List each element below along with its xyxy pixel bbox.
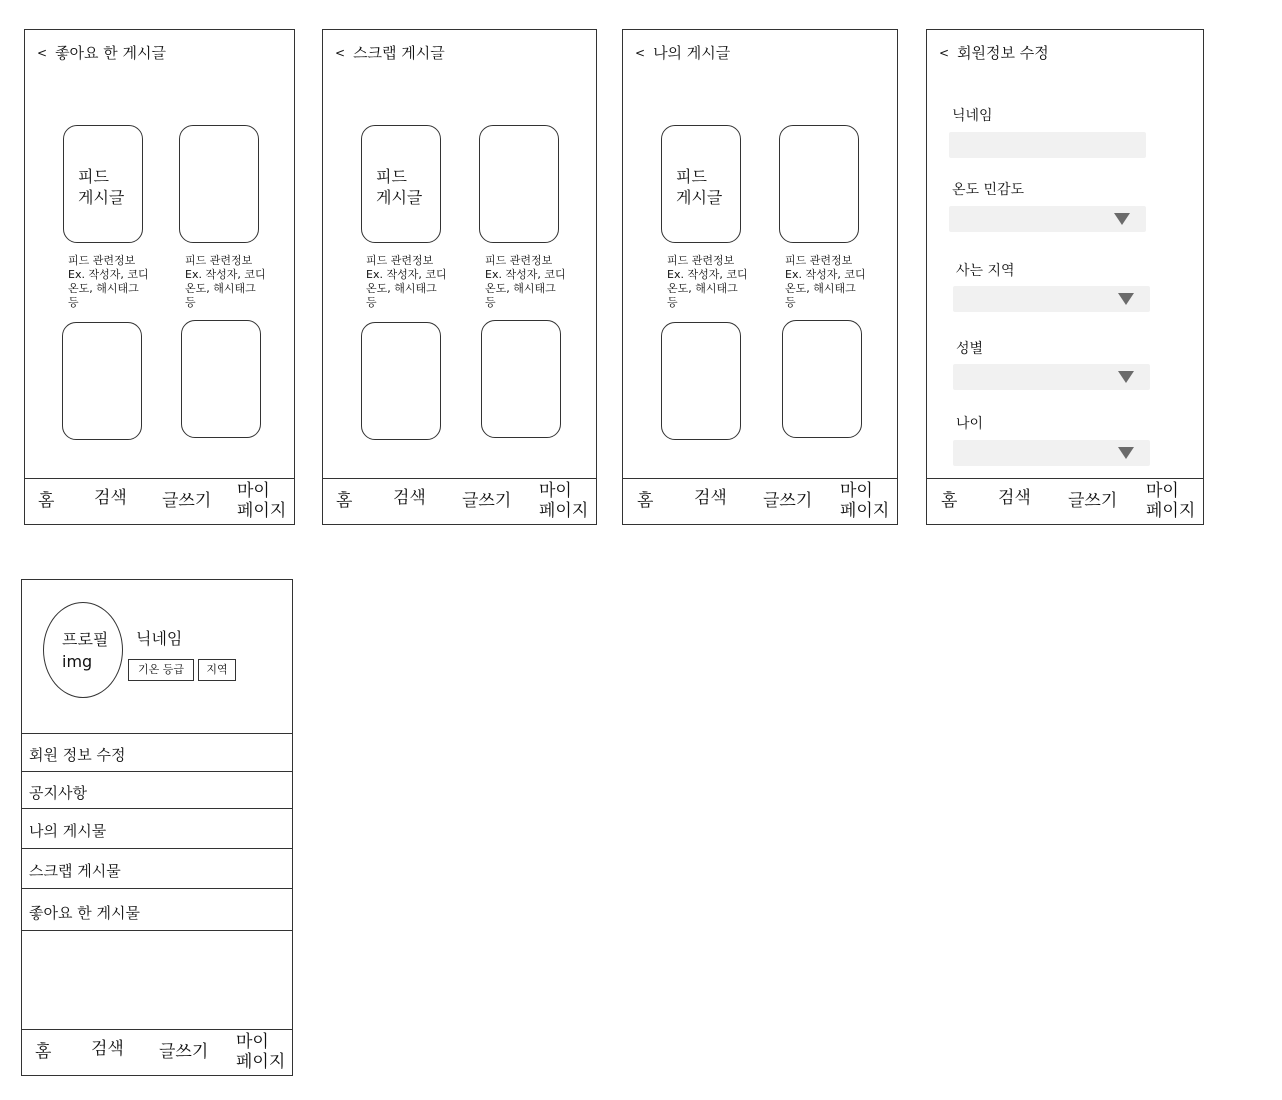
age-label: 나이: [956, 416, 984, 432]
nav-write[interactable]: 글쓰기: [763, 491, 813, 511]
menu-item-label: 공지사항: [29, 784, 87, 802]
feed-card-desc: 피드 관련정보 Ex. 작성자, 코디 온도, 해시태그 등: [785, 254, 866, 309]
menu-item-label: 회원 정보 수정: [29, 746, 126, 764]
region-badge: 지역: [198, 659, 236, 681]
profile-nickname: 닉네임: [136, 629, 183, 648]
feed-card[interactable]: [361, 322, 441, 440]
bottom-nav: [323, 478, 596, 524]
feed-card[interactable]: [782, 320, 862, 438]
feed-card-desc: 피드 관련정보 Ex. 작성자, 코디 온도, 해시태그 등: [185, 254, 266, 309]
screen-title: 나의 게시글: [653, 44, 731, 62]
region-select[interactable]: [953, 286, 1150, 312]
nav-write[interactable]: 글쓰기: [159, 1042, 209, 1062]
bottom-nav: [22, 1029, 292, 1075]
nickname-input[interactable]: [949, 132, 1146, 158]
feed-card[interactable]: [361, 125, 441, 243]
nav-mypage[interactable]: 마이 페이지: [237, 481, 287, 521]
back-icon[interactable]: <: [335, 46, 346, 60]
feed-card-title: 피드 게시글: [676, 167, 723, 207]
dropdown-arrow-icon: [1118, 447, 1134, 459]
nav-search[interactable]: 검색: [998, 488, 1031, 508]
feed-card[interactable]: [181, 320, 261, 438]
liked-posts-screen: [24, 29, 295, 525]
my-posts-screen: [622, 29, 898, 525]
feed-card[interactable]: [481, 320, 561, 438]
feed-card-desc: 피드 관련정보 Ex. 작성자, 코디 온도, 해시태그 등: [667, 254, 748, 309]
screen-title: 회원정보 수정: [957, 44, 1049, 62]
nav-mypage[interactable]: 마이 페이지: [1146, 481, 1196, 521]
temperature-label: 온도 민감도: [952, 182, 1025, 198]
feed-card[interactable]: [179, 125, 259, 243]
feed-card[interactable]: [779, 125, 859, 243]
feed-card[interactable]: [661, 125, 741, 243]
back-icon[interactable]: <: [939, 46, 950, 60]
nav-home[interactable]: 홈: [637, 491, 654, 511]
edit-profile-screen: [926, 29, 1204, 525]
temperature-grade-badge: 기온 등급: [128, 659, 194, 681]
bottom-nav: [623, 478, 897, 524]
nav-mypage[interactable]: 마이 페이지: [840, 481, 890, 521]
feed-card-title: 피드 게시글: [78, 167, 125, 207]
feed-card-desc: 피드 관련정보 Ex. 작성자, 코디 온도, 해시태그 등: [485, 254, 566, 309]
back-icon[interactable]: <: [37, 46, 48, 60]
feed-card-title: 피드 게시글: [376, 167, 423, 207]
dropdown-arrow-icon: [1118, 293, 1134, 305]
nav-home[interactable]: 홈: [35, 1042, 52, 1062]
screen-title: 스크랩 게시글: [353, 44, 445, 62]
bottom-nav: [927, 478, 1203, 524]
nav-mypage[interactable]: 마이 페이지: [539, 481, 589, 521]
nav-write[interactable]: 글쓰기: [1068, 491, 1118, 511]
scrap-posts-screen: [322, 29, 597, 525]
menu-liked-posts[interactable]: [22, 888, 292, 930]
menu-item-label: 스크랩 게시물: [29, 862, 121, 880]
nav-home[interactable]: 홈: [941, 491, 958, 511]
age-select[interactable]: [953, 440, 1150, 466]
feed-card-desc: 피드 관련정보 Ex. 작성자, 코디 온도, 해시태그 등: [68, 254, 149, 309]
menu-item-label: 좋아요 한 게시물: [29, 904, 140, 922]
dropdown-arrow-icon: [1118, 371, 1134, 383]
mypage-screen: [21, 579, 293, 1076]
feed-card[interactable]: [661, 322, 741, 440]
menu-edit-profile[interactable]: [22, 733, 292, 771]
profile-img-placeholder: 프로필 img: [62, 630, 109, 671]
nav-search[interactable]: 검색: [694, 488, 727, 508]
nav-search[interactable]: 검색: [91, 1039, 124, 1059]
back-icon[interactable]: <: [635, 46, 646, 60]
bottom-nav: [25, 478, 294, 524]
region-label: 사는 지역: [956, 263, 1015, 279]
menu-item-label: 나의 게시물: [29, 822, 107, 840]
menu-my-posts[interactable]: [22, 808, 292, 848]
nav-home[interactable]: 홈: [38, 491, 55, 511]
menu-notice[interactable]: [22, 771, 292, 808]
menu-divider: [22, 930, 292, 931]
feed-card[interactable]: [63, 125, 143, 243]
screen-header: [635, 42, 730, 63]
profile-avatar[interactable]: [43, 602, 123, 698]
nav-mypage[interactable]: 마이 페이지: [236, 1032, 286, 1072]
feed-card[interactable]: [479, 125, 559, 243]
screen-title: 좋아요 한 게시글: [55, 44, 167, 62]
menu-scrap-posts[interactable]: [22, 848, 292, 888]
screen-header: [939, 42, 1049, 63]
nav-write[interactable]: 글쓰기: [162, 491, 212, 511]
gender-select[interactable]: [953, 364, 1150, 390]
nav-home[interactable]: 홈: [336, 491, 353, 511]
temperature-select[interactable]: [949, 206, 1146, 232]
nav-search[interactable]: 검색: [94, 488, 127, 508]
nickname-label: 닉네임: [952, 108, 993, 124]
gender-label: 성별: [956, 341, 984, 357]
nav-search[interactable]: 검색: [393, 488, 426, 508]
nav-write[interactable]: 글쓰기: [462, 491, 512, 511]
screen-header: [335, 42, 445, 63]
dropdown-arrow-icon: [1114, 213, 1130, 225]
feed-card[interactable]: [62, 322, 142, 440]
screen-header: [37, 42, 166, 63]
feed-card-desc: 피드 관련정보 Ex. 작성자, 코디 온도, 해시태그 등: [366, 254, 447, 309]
